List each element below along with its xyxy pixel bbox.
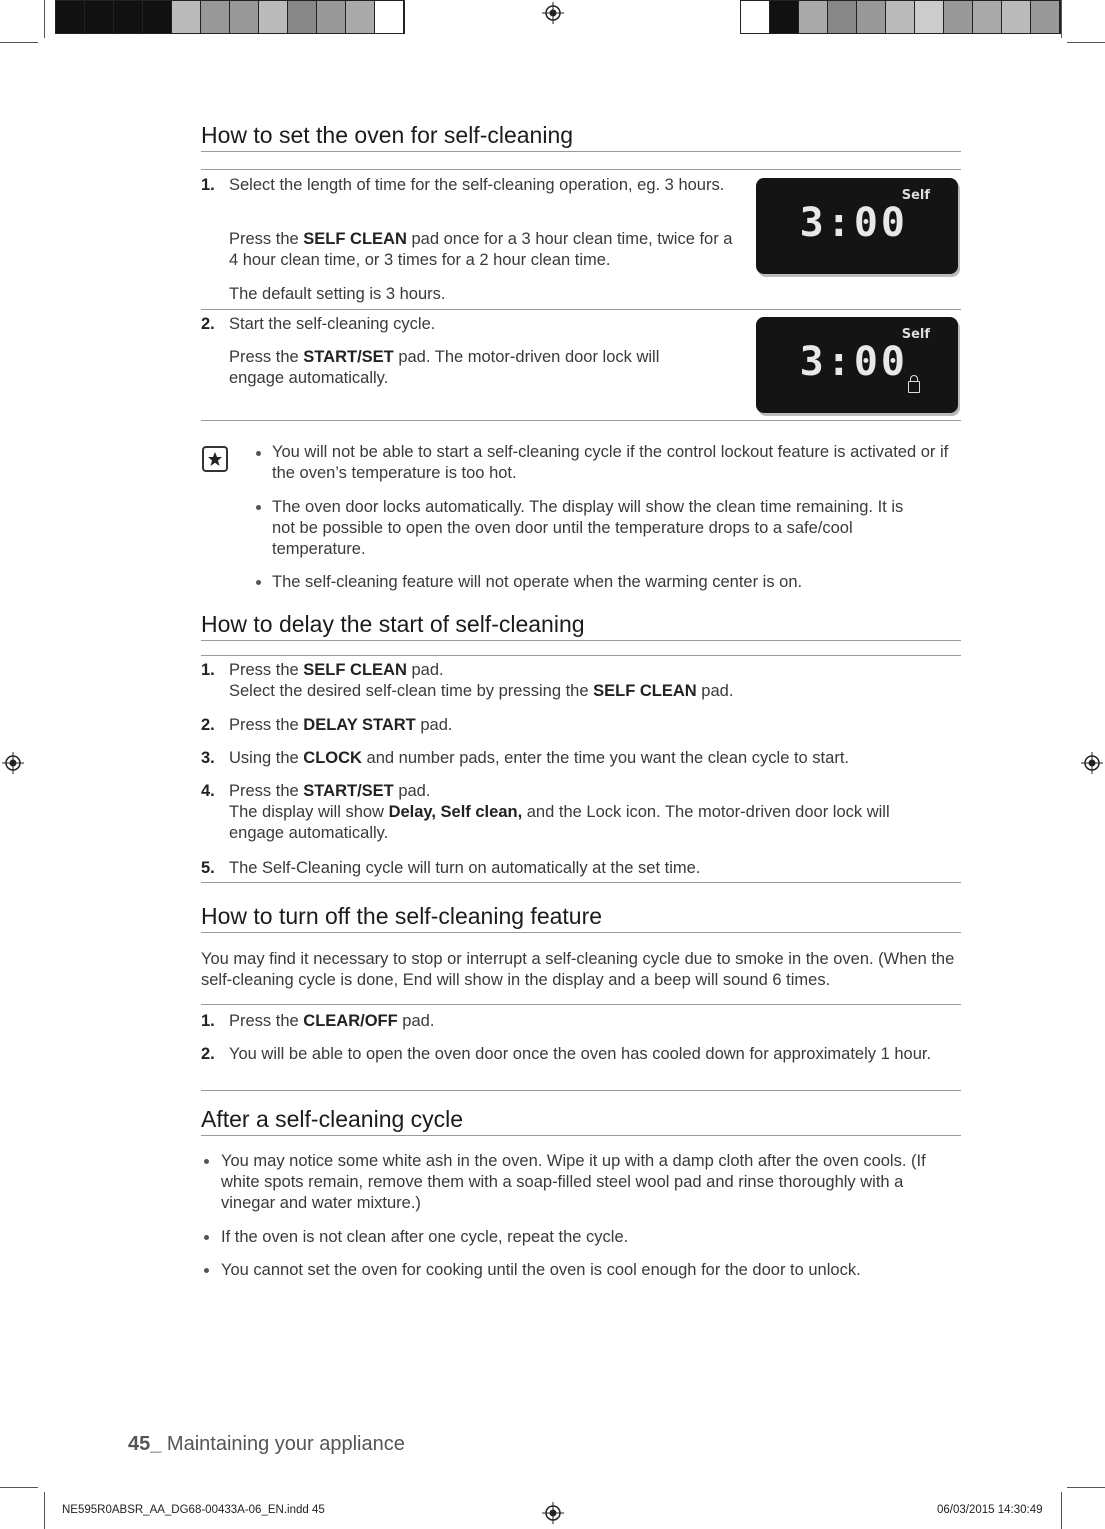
after-item: If the oven is not clean after one cycle, repeat the cycle. — [221, 1228, 629, 1246]
delay-step-1: Press the SELF CLEAN pad. Select the desired self-clean time by pressing the SELF CLEAN pad. — [229, 661, 734, 700]
turn-off-intro: You may find it necessary to stop or interrupt a self-cleaning cycle due to smoke in the oven. (When the self-cleaning cycle is done, End will show in the display and a beep will sound 6 times. — [201, 950, 955, 989]
section-title-after: After a self-cleaning cycle — [201, 1105, 961, 1136]
step-1-detail: Press the SELF CLEAN pad once for a 3 hour clean time, twice for a 4 hour clean time, or 3 times for a 2 hour clean time. — [229, 230, 733, 269]
step-number: 2. — [201, 315, 215, 333]
step-number: 5. — [201, 859, 215, 877]
print-file-name: NE595R0ABSR_AA_DG68-00433A-06_EN.indd 45 — [62, 1504, 325, 1516]
registration-target-icon — [1081, 752, 1103, 774]
note-star-icon — [202, 446, 228, 472]
crop-mark — [1061, 0, 1062, 38]
step-number: 3. — [201, 749, 215, 767]
crop-mark — [1067, 42, 1105, 43]
display-self-label: Self — [901, 188, 930, 203]
crop-mark — [1061, 1492, 1062, 1529]
delay-step-4: Press the START/SET pad. The display will show Delay, Self clean, and the Lock icon. The motor-driven door lock will engage automatically. — [229, 782, 890, 842]
after-item: You cannot set the oven for cooking until the oven is cool enough for the door to unlock. — [221, 1261, 861, 1279]
section-title-delay: How to delay the start of self-cleaning — [201, 610, 961, 641]
step-2-instruction: Start the self-cleaning cycle. — [229, 315, 436, 333]
step-number: 4. — [201, 782, 215, 800]
display-self-label: Self — [901, 327, 930, 342]
step-number: 1. — [201, 176, 215, 194]
crop-mark — [1067, 1487, 1105, 1488]
section-title-set-self-clean: How to set the oven for self-cleaning — [201, 121, 961, 152]
bullet — [256, 505, 261, 510]
print-timestamp: 06/03/2015 14:30:49 — [937, 1504, 1043, 1516]
note-item: You will not be able to start a self-cleaning cycle if the control lockout feature is activated or if the oven’s temperature is too hot. — [272, 443, 949, 482]
crop-mark — [44, 1492, 45, 1529]
bullet — [204, 1235, 209, 1240]
registration-target-icon — [2, 752, 24, 774]
divider — [201, 1090, 961, 1091]
page-footer — [128, 1433, 405, 1456]
crop-mark — [0, 1487, 38, 1488]
divider — [201, 882, 961, 883]
step-number: 1. — [201, 661, 215, 679]
divider — [201, 655, 961, 656]
step-number: 1. — [201, 1012, 215, 1030]
bullet — [256, 580, 261, 585]
divider — [201, 420, 961, 421]
divider — [201, 309, 961, 310]
divider — [201, 1004, 961, 1005]
delay-step-2: Press the DELAY START pad. — [229, 716, 453, 734]
oven-display-locked — [756, 317, 958, 413]
display-time: 3:00 — [799, 339, 908, 385]
color-registration-bar-left — [55, 0, 405, 34]
crop-mark — [44, 0, 45, 38]
note-item: The oven door locks automatically. The display will show the clean time remaining. It is not be possible to open the oven door until the temperature drops to a safe/cool temperature. — [272, 498, 904, 558]
turn-off-step-1: Press the CLEAR/OFF pad. — [229, 1012, 435, 1030]
bullet — [256, 451, 261, 456]
after-item: You may notice some white ash in the oven. Wipe it up with a damp cloth after the oven cools. (If white spots remain, remove them with a soap-filled steel wool pad and rinse thoroughly with a vinegar and water mixture.) — [221, 1152, 926, 1212]
step-2-detail: Press the START/SET pad. The motor-driven door lock will engage automatically. — [229, 348, 660, 387]
crop-mark — [0, 42, 38, 43]
lock-icon — [908, 381, 920, 393]
step-1-instruction: Select the length of time for the self-cleaning operation, eg. 3 hours. — [229, 176, 725, 194]
chapter-label: Maintaining your appliance — [161, 1433, 405, 1455]
delay-step-3: Using the CLOCK and number pads, enter the time you want the clean cycle to start. — [229, 749, 849, 767]
page-number: 45_ — [128, 1433, 162, 1455]
bullet — [204, 1159, 209, 1164]
color-registration-bar-right — [740, 0, 1061, 34]
step-number: 2. — [201, 716, 215, 734]
step-number: 2. — [201, 1045, 215, 1063]
registration-target-icon — [542, 2, 564, 24]
section-title-turn-off: How to turn off the self-cleaning feature — [201, 902, 961, 933]
delay-step-5: The Self-Cleaning cycle will turn on automatically at the set time. — [229, 859, 701, 877]
oven-display-set — [756, 178, 958, 274]
display-time: 3:00 — [799, 200, 908, 246]
note-item: The self-cleaning feature will not operate when the warming center is on. — [272, 573, 803, 591]
turn-off-step-2: You will be able to open the oven door once the oven has cooled down for approximately 1 hour. — [229, 1045, 932, 1063]
registration-target-icon — [542, 1502, 564, 1524]
divider — [201, 169, 961, 170]
bullet — [204, 1268, 209, 1273]
step-1-default-note: The default setting is 3 hours. — [229, 285, 446, 303]
